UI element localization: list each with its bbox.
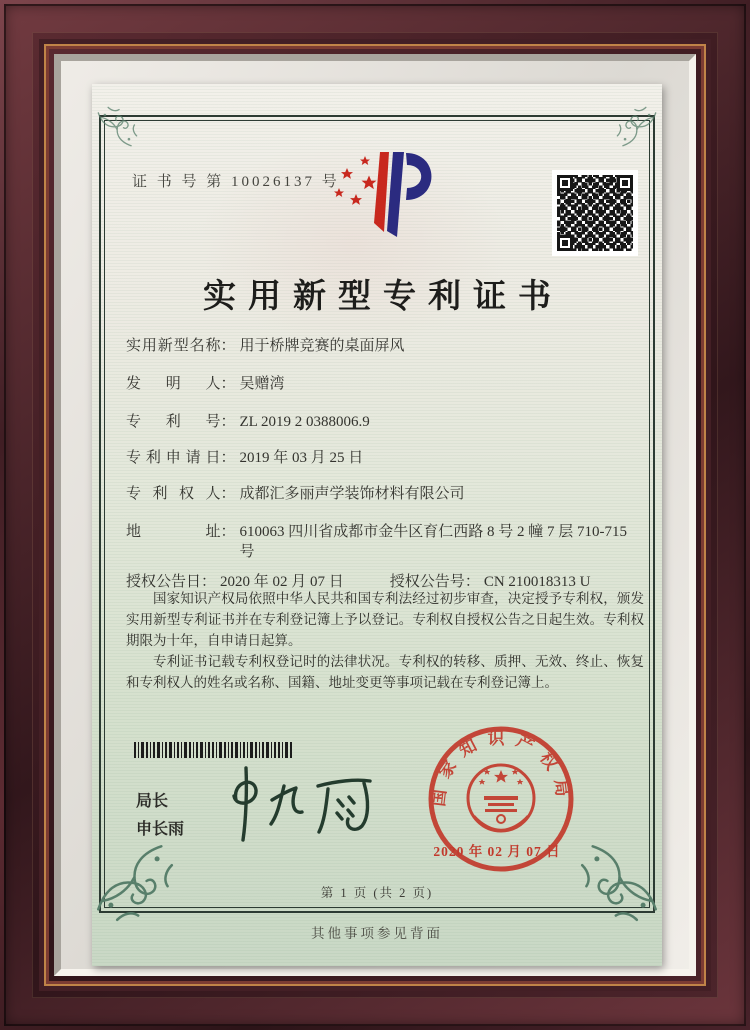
field-colon: ： [220, 414, 236, 430]
qr-finder-icon [557, 175, 573, 191]
field-colon: ： [220, 450, 236, 466]
qr-finder-icon [557, 235, 573, 251]
field-label: 发明人 [126, 376, 221, 392]
page-number: 第 1 页 (共 2 页) [320, 886, 434, 900]
svg-text:国家知识产权局 [429, 729, 573, 807]
field-label: 授权公告号 [389, 574, 465, 590]
qr-code [552, 170, 638, 256]
field-value: 610063 四川省成都市金牛区育仁西路 8 号 2 幢 7 层 710-715 号 [239, 524, 628, 560]
field-label: 专利申请日 [126, 450, 221, 466]
field-label: 地址 [126, 524, 221, 540]
certificate-body-text [126, 588, 644, 693]
field-value: 2020 年 02 月 07 日 [220, 574, 344, 590]
corner-flourish-icon [92, 840, 176, 924]
field-colon: ： [201, 574, 217, 590]
seal-date: 2020 年 02 月 07 日 [433, 844, 561, 859]
certificate-title: 实用新型专利证书 [203, 279, 563, 315]
field-row-patentee [126, 484, 640, 504]
field-row-patent-number [126, 412, 640, 432]
field-value: 2019 年 03 月 25 日 [239, 450, 364, 466]
corner-flourish-icon [578, 840, 662, 924]
commissioner-signature [212, 760, 402, 860]
field-colon: ： [220, 338, 236, 354]
field-colon: ： [220, 376, 236, 392]
back-note: 其他事项参见背面 [311, 926, 443, 941]
field-label: 实用新型名称 [126, 338, 221, 354]
field-colon: ： [464, 574, 480, 590]
field-label: 专利号 [126, 414, 221, 430]
field-row-filing-date [126, 448, 640, 468]
field-value: ZL 2019 2 0388006.9 [239, 414, 370, 430]
body-paragraph: 国家知识产权局依照中华人民共和国专利法经过初步审查，决定授予专利权，颁发实用新型专利证书并在专利登记簿上予以登记。专利权自授权公告之日起生效。专利权期限为十年，自申请日起算。 [126, 591, 644, 648]
field-value: 吴赠湾 [239, 376, 285, 392]
qr-pattern [557, 175, 633, 251]
corner-flourish-icon [95, 103, 141, 149]
certificate-number: 证 书 号 第 10026137 号 [132, 174, 340, 190]
body-paragraph: 专利证书记载专利权登记时的法律状况。专利权的转移、质押、无效、终止、恢复和专利权人的姓名或名称、国籍、地址变更等事项记载在专利登记簿上。 [126, 654, 644, 690]
field-row-inventor [126, 374, 640, 394]
cnipa-patent-logo-icon [328, 148, 463, 253]
patent-certificate [92, 84, 662, 966]
field-colon: ： [220, 524, 236, 540]
field-value: 用于桥牌竞赛的桌面屏风 [239, 338, 405, 354]
barcode [134, 742, 292, 758]
field-colon: ： [220, 486, 236, 502]
field-label: 授权公告日 [126, 574, 202, 590]
corner-flourish-icon [613, 103, 659, 149]
field-value: 成都汇多丽声学装饰材料有限公司 [239, 486, 465, 502]
field-value: CN 210018313 U [483, 574, 591, 590]
field-row-name [126, 336, 640, 356]
qr-finder-icon [617, 175, 633, 191]
commissioner-name: 申长雨 [136, 821, 185, 838]
commissioner-title: 局长 [136, 793, 169, 810]
seal-text: 国家知识产权局 [428, 729, 574, 808]
field-label: 专利权人 [126, 486, 221, 502]
field-row-address [126, 522, 640, 562]
